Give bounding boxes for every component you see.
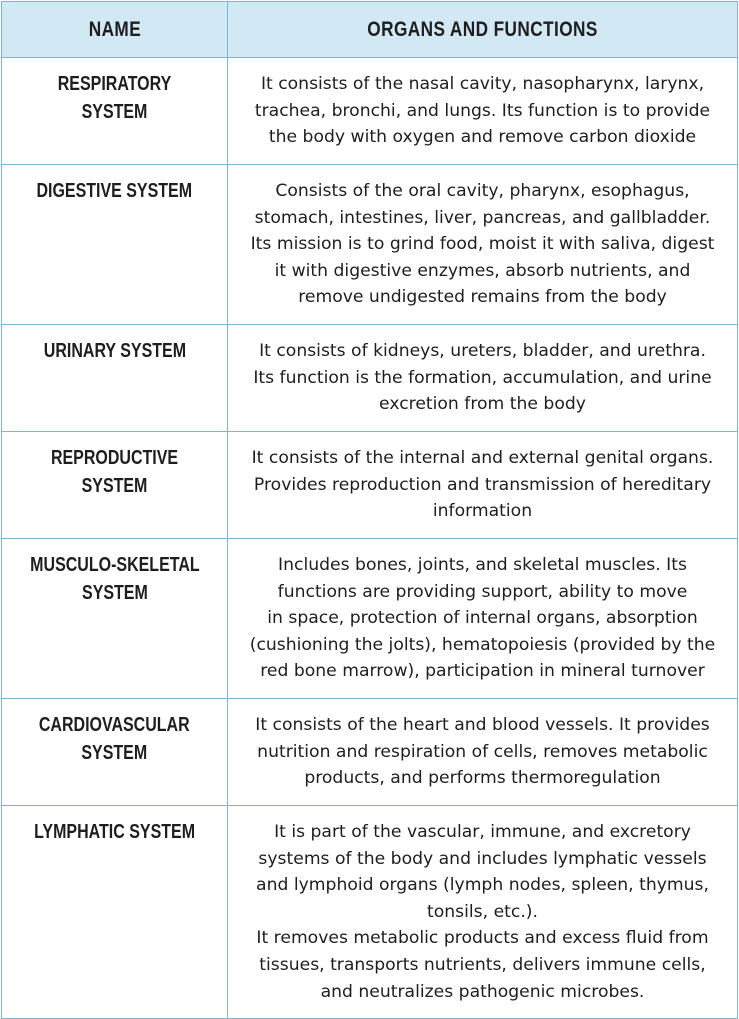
header-organs-and-functions: ORGANS AND FUNCTIONS (228, 2, 738, 58)
organ-systems-table (1, 1, 738, 1019)
system-description: It is part of the vascular, immune, and excretory systems of the body and includes lymphatic vessels and lymphoid organs (lymph nodes, spleen, thymus, tonsils, etc.). It removes metabolic products and excess fluid from tissues, transports nutrients, delivers immune cells, and neutralizes pathogenic microbes. (228, 806, 738, 1019)
system-name: RESPIRATORY SYSTEM (57, 73, 172, 123)
system-description: It consists of the nasal cavity, nasopharynx, larynx, trachea, bronchi, and lungs. Its function is to provide the body with oxygen and remove carbon dioxide (228, 58, 738, 165)
table-row (2, 325, 738, 432)
system-description: It consists of kidneys, ureters, bladder, and urethra. Its function is the formation, accumulation, and urine excretion from the body (228, 325, 738, 432)
system-description: Includes bones, joints, and skeletal muscles. Its functions are providing support, ability to move in space, protection of internal organs, absorption (cushioning the jolts), hematopoiesis (provided by the red bone marrow), participation in mineral turnover (228, 539, 738, 699)
system-name-cell (2, 58, 228, 165)
system-name-cell (2, 325, 228, 432)
system-name: REPRODUCTIVE SYSTEM (50, 447, 179, 497)
table-row (2, 699, 738, 806)
system-name-cell (2, 699, 228, 806)
system-description: It consists of the heart and blood vessels. It provides nutrition and respiration of cells, removes metabolic products, and performs thermoregulation (228, 699, 738, 806)
table-row (2, 58, 738, 165)
header-row (2, 2, 738, 58)
system-name-cell (2, 539, 228, 699)
table-row (2, 165, 738, 325)
system-name: URINARY SYSTEM (43, 340, 186, 362)
system-name: DIGESTIVE SYSTEM (36, 180, 193, 202)
system-name: LYMPHATIC SYSTEM (34, 821, 195, 843)
table-row (2, 806, 738, 1019)
system-name: MUSCULO-SKELETAL SYSTEM (29, 554, 200, 604)
header-name: NAME (2, 2, 228, 58)
system-description: It consists of the internal and external genital organs. Provides reproduction and transmission of hereditary information (228, 432, 738, 539)
system-name-cell (2, 165, 228, 325)
table-row (2, 432, 738, 539)
system-description: Consists of the oral cavity, pharynx, esophagus, stomach, intestines, liver, pancreas, and gallbladder. Its mission is to grind food, moist it with saliva, digest it with digestive enzymes, absorb nutrients, and remove undigested remains from the body (228, 165, 738, 325)
system-name-cell (2, 806, 228, 1019)
table-row (2, 539, 738, 699)
system-name: CARDIOVASCULAR SYSTEM (39, 714, 190, 764)
system-name-cell (2, 432, 228, 539)
